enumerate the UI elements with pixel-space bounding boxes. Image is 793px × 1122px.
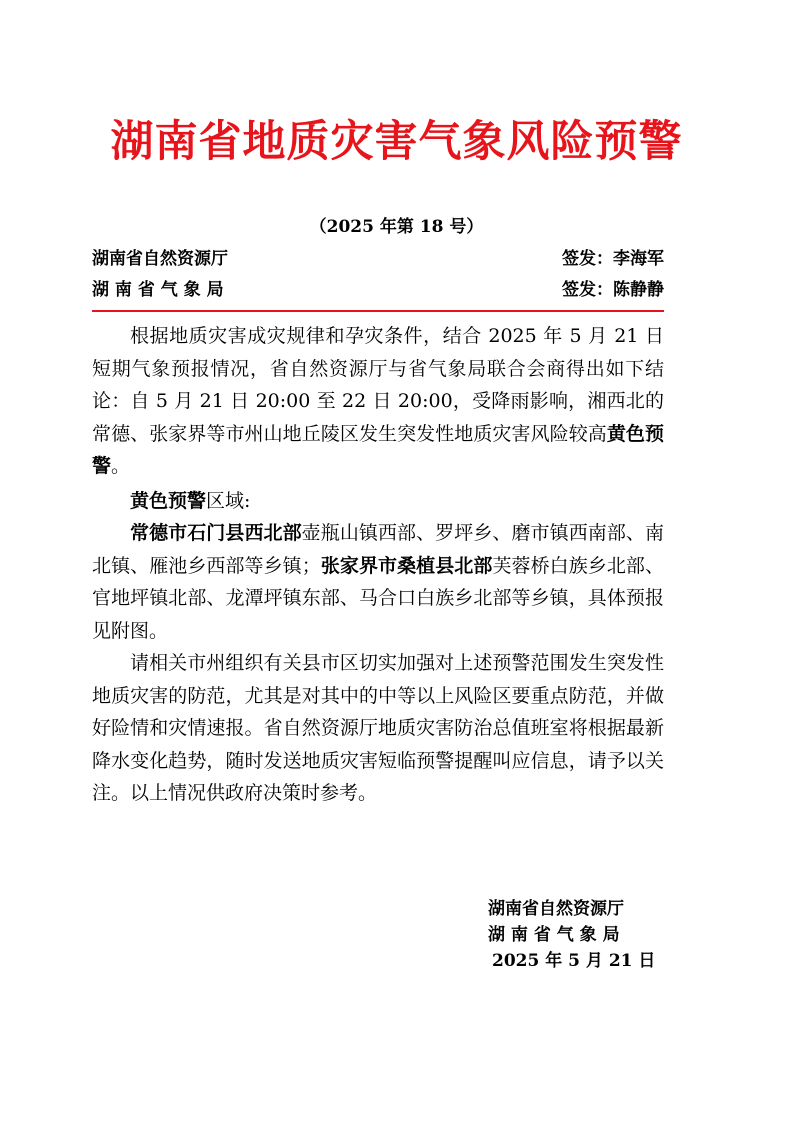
issuer-row-2	[92, 275, 664, 299]
footer-org-1: 湖南省自然资源厅	[488, 899, 624, 919]
issuer-org: 湖南省自然资源厅	[92, 249, 228, 269]
signature-block	[488, 896, 668, 974]
paragraph-instructions	[92, 647, 664, 810]
paragraph-text: 根据地质灾害成灾规律和孕灾条件，结合 2025 年 5 月 21 日 短期气象预报情况，省自然资源厅与省气象局联合会商得出如下结论：自 5 月 21 日 20:00 至 22 日 20:00，受降雨影响，湘西北的常德、张家界等市州山地丘陵区发生突发性地质灾害风险较高	[92, 325, 664, 445]
paragraph-text: 芙蓉桥白族乡北部、官地坪镇北部、龙潭坪镇东部、马合口白族乡北部等乡镇，具体预报见附图。	[92, 554, 664, 642]
area-name: 常德市石门县西北部	[130, 522, 302, 544]
footer-org-2: 湖 南 省 气 象 局	[488, 925, 620, 945]
paragraph-areas	[92, 517, 664, 647]
document-title: 湖南省地质灾害气象风险预警	[110, 117, 683, 167]
document-number: （2025 年第 18 号）	[309, 217, 484, 237]
footer-date: 2025 年 5 月 21 日	[492, 951, 656, 971]
paragraph-text: 壶瓶山镇西部、罗坪乡、磨市镇西南部、南北镇、雁池乡西部等乡镇；	[92, 522, 664, 577]
issuer-signature	[562, 244, 664, 269]
paragraph-text: 请相关市州组织有关县市区切实加强对上述预警范围发生突发性地质灾害的防范，尤其是对其中的中等以上风险区要重点防范，并做好险情和灾情速报。省自然资源厅地质灾害防治总值班室将根据最新降水变化趋势，随时发送地质灾害短临预警提醒叫应信息，请予以关注。以上情况供政府决策时参考。	[92, 652, 664, 804]
header-divider	[92, 310, 664, 312]
paragraph-area-heading	[92, 485, 664, 518]
issuer-row-1	[92, 244, 664, 268]
paragraph-text: 。	[111, 455, 131, 477]
warning-level: 黄色预警	[92, 422, 664, 477]
paragraph-text: 区域:	[206, 489, 251, 512]
sign-label: 签发：	[562, 280, 613, 300]
issuer-org: 湖 南 省 气 象 局	[92, 280, 224, 300]
document-body	[92, 320, 664, 810]
area-name: 张家界市桑植县北部	[320, 554, 493, 577]
warning-level: 黄色预警	[130, 489, 207, 512]
signer-name: 李海军	[613, 249, 664, 269]
sign-label: 签发：	[562, 249, 613, 269]
signer-name: 陈静静	[613, 280, 664, 300]
paragraph-conclusion	[92, 320, 664, 483]
issuer-signature	[562, 275, 664, 300]
